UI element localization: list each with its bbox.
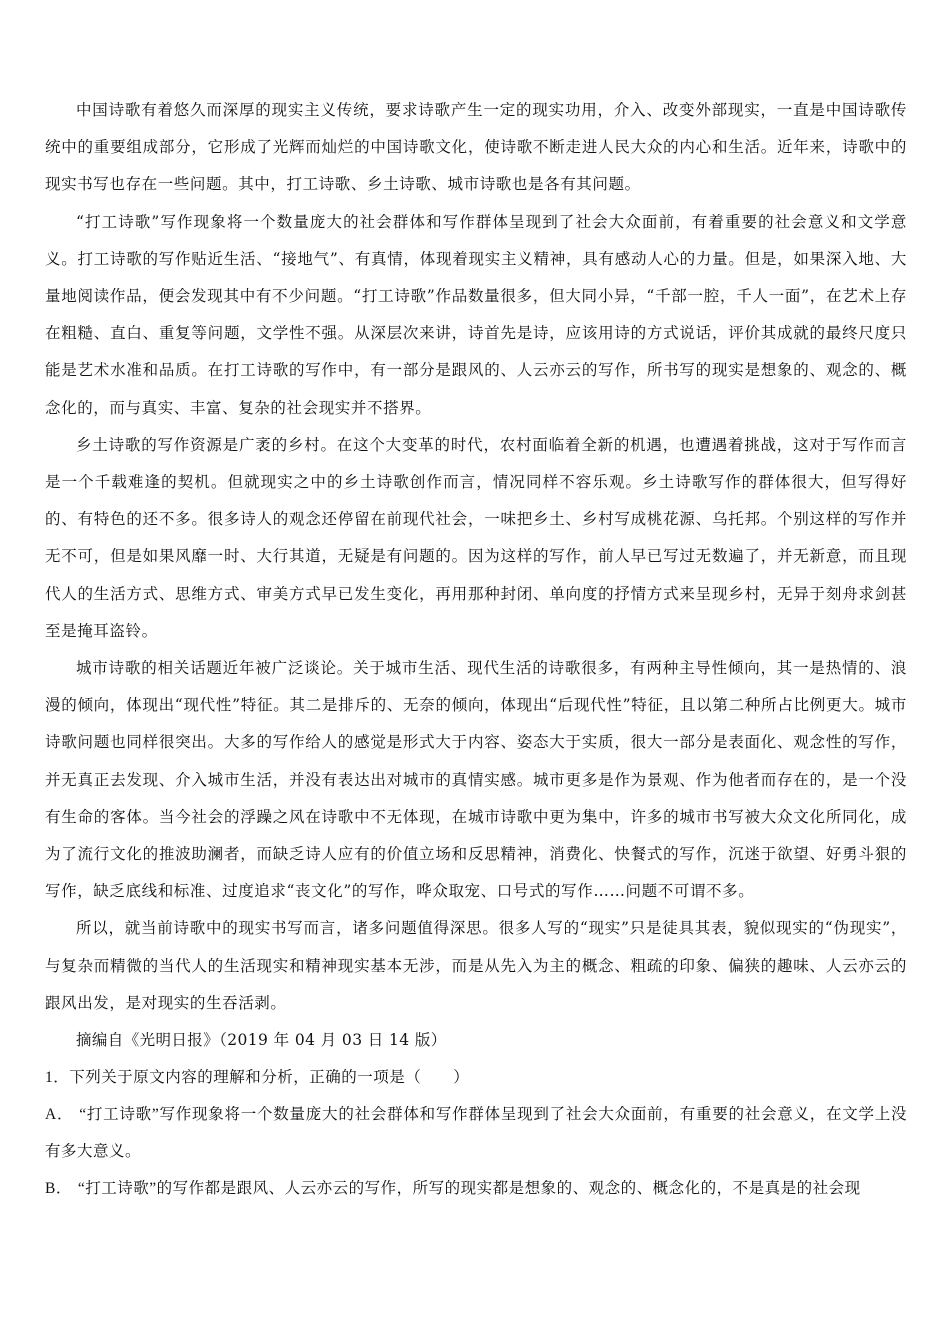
option-a <box>45 1096 907 1170</box>
article-source: 摘编自《光明日报》（2019 年 04 月 03 日 14 版） <box>76 1031 447 1050</box>
article <box>45 92 907 1059</box>
article-paragraph-1: 中国诗歌有着悠久而深厚的现实主义传统，要求诗歌产生一定的现实功用，介入、改变外部现实，一直是中国诗歌传统中的重要组成部分，它形成了光辉而灿烂的中国诗歌文化，使诗歌不断走进人民大众的内心和生活。近年来，诗歌中的现实书写也存在一些问题。其中，打工诗歌、乡土诗歌、城市诗歌也是各有其问题。 <box>45 101 907 194</box>
article-paragraph-3: 乡土诗歌的写作资源是广袤的乡村。在这个大变革的时代，农村面临着全新的机遇，也遭遇着挑战，这对于写作而言是一个千载难逢的契机。但就现实之中的乡土诗歌创作而言，情况同样不容乐观。乡土诗歌写作的群体很大，但写得好的、有特色的还不多。很多诗人的观念还停留在前现代社会，一味把乡土、乡村写成桃花源、乌托邦。个别这样的写作并无不可，但是如果风靡一时、大行其道，无疑是有问题的。因为这样的写作，前人早已写过无数遍了，并无新意，而且现代人的生活方式、思维方式、审美方式早已发生变化，再用那种封闭、单向度的抒情方式来呈现乡村，无异于刻舟求剑甚至是掩耳盗铃。 <box>45 435 907 640</box>
article-paragraph-4: 城市诗歌的相关话题近年被广泛谈论。关于城市生活、现代生活的诗歌很多，有两种主导性倾向，其一是热情的、浪漫的倾向，体现出“现代性”特征。其二是排斥的、无奈的倾向，体现出“后现代性”特征，且以第二种所占比例更大。城市诗歌问题也同样很突出。大多的写作给人的感觉是形式大于内容、姿态大于实质，很大一部分是表面化、观念性的写作，并无真正去发现、介入城市生活，并没有表达出对城市的真情实感。城市更多是作为景观、作为他者而存在的，是一个没有生命的客体。当今社会的浮躁之风在诗歌中不无体现，在城市诗歌中更为集中，许多的城市书写被大众文化所同化，成为了流行文化的推波助澜者，而缺乏诗人应有的价值立场和反思精神，消费化、快餐式的写作，沉迷于欲望、好勇斗狠的写作，缺乏底线和标准、过度追求“丧文化”的写作，哗众取宠、口号式的写作……问题不可谓不多。 <box>45 659 907 901</box>
option-b-text: “打工诗歌”的写作都是跟风、人云亦云的写作，所写的现实都是想象的、观念的、概念化的，不是真是的社会现 <box>77 1180 861 1198</box>
document-page <box>45 92 907 1207</box>
question-1 <box>45 1059 907 1207</box>
option-b <box>45 1170 907 1207</box>
option-a-text: “打工诗歌”写作现象将一个数量庞大的社会群体和写作群体呈现到了社会大众面前，有重要的社会意义，在文学上没有多大意义。 <box>45 1106 908 1161</box>
option-b-letter: B． <box>45 1180 72 1198</box>
article-paragraph-2: “打工诗歌”写作现象将一个数量庞大的社会群体和写作群体呈现到了社会大众面前，有着重要的社会意义和文学意义。打工诗歌的写作贴近生活、“接地气”、有真情，体现着现实主义精神，具有感动人心的力量。但是，如果深入地、大量地阅读作品，便会发现其中有不少问题。“打工诗歌”作品数量很多，但大同小异，“千部一腔，千人一面”，在艺术上存在粗糙、直白、重复等问题，文学性不强。从深层次来讲，诗首先是诗，应该用诗的方式说话，评价其成就的最终尺度只能是艺术水准和品质。在打工诗歌的写作中，有一部分是跟风的、人云亦云的写作，所书写的现实是想象的、观念的、概念化的，而与真实、丰富、复杂的社会现实并不搭界。 <box>45 212 907 417</box>
option-a-letter: A． <box>45 1106 74 1124</box>
article-paragraph-5: 所以，就当前诗歌中的现实书写而言，诸多问题值得深思。很多人写的“现实”只是徒具其表，貌似现实的“伪现实”，与复杂而精微的当代人的生活现实和精神现实基本无涉，而是从先入为主的概念、粗疏的印象、偏狭的趣味、人云亦云的跟风出发，是对现实的生吞活剥。 <box>45 919 907 1012</box>
question-stem: 1．下列关于原文内容的理解和分析，正确的一项是（ ） <box>45 1069 470 1087</box>
